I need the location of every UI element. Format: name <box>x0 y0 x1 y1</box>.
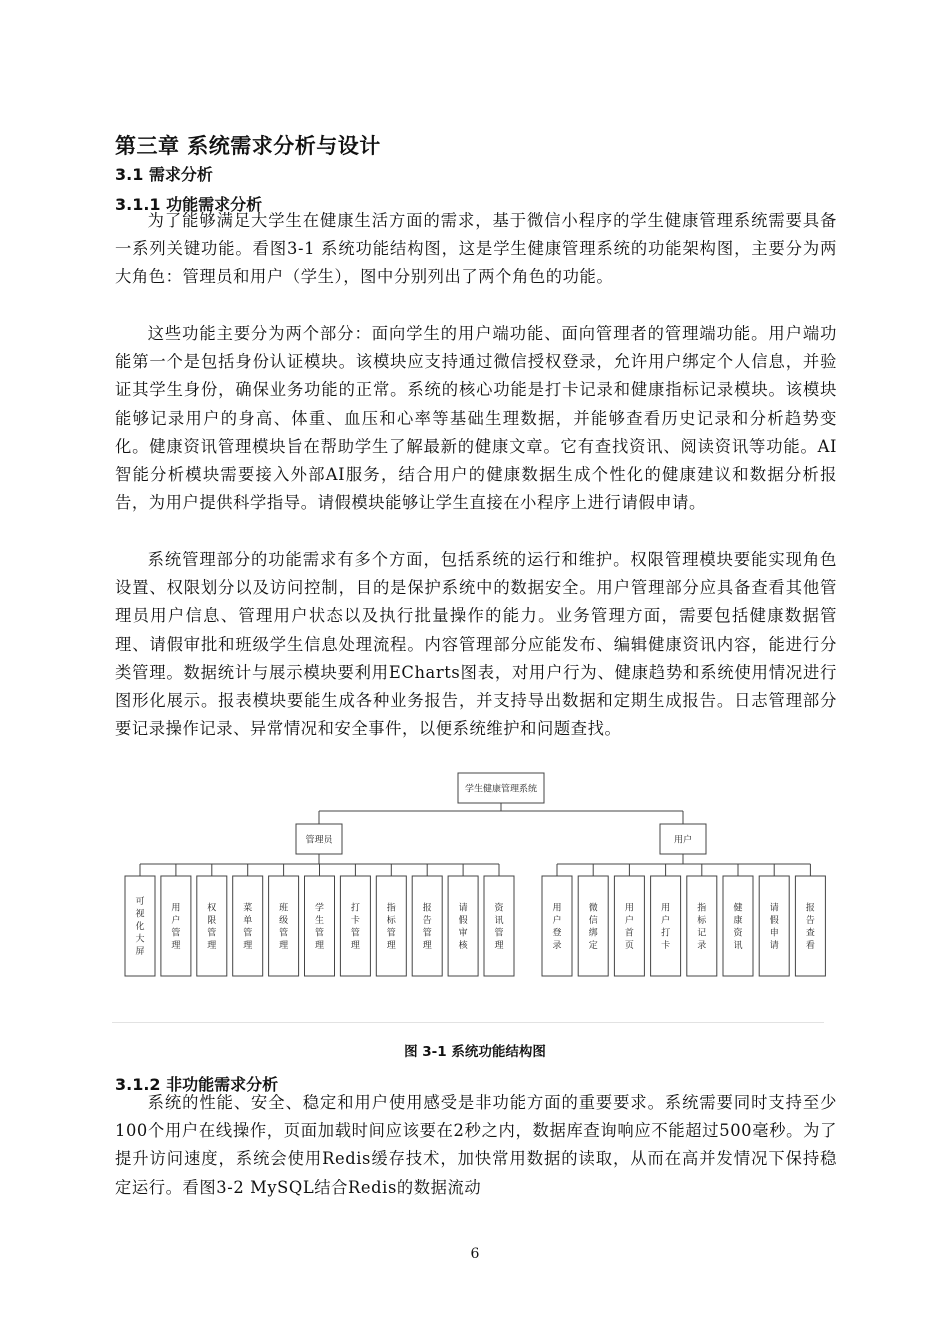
svg-text:信: 信 <box>588 915 598 926</box>
svg-text:权: 权 <box>207 903 217 914</box>
svg-text:菜: 菜 <box>243 903 253 914</box>
svg-text:级: 级 <box>279 915 289 926</box>
svg-text:卡: 卡 <box>661 940 671 951</box>
svg-text:讯: 讯 <box>733 940 743 951</box>
svg-text:管: 管 <box>494 928 504 939</box>
admin-role-node <box>296 824 342 854</box>
svg-text:用: 用 <box>552 903 562 914</box>
svg-text:报: 报 <box>805 903 815 914</box>
svg-text:用户: 用户 <box>673 835 693 846</box>
svg-text:指: 指 <box>697 903 707 914</box>
svg-text:定: 定 <box>588 940 598 951</box>
user-function-node <box>687 876 717 976</box>
svg-text:请: 请 <box>769 940 779 951</box>
admin-function-node <box>161 876 191 976</box>
paragraph-nonfunctional: 系统的性能、安全、稳定和用户使用感受是非功能方面的重要要求。系统需要同时支持至少100个用户在线操作，页面加载时间应该要在2秒之内，数据库查询响应不能超过500毫秒。为了提升访问速度，系统会使用Redis缓存技术，加快常用数据的读取，从而在高并发情况下保持稳定运行。看图3-2 MySQL结合Redis的数据流动 <box>115 1093 837 1197</box>
svg-text:化: 化 <box>135 922 145 933</box>
svg-text:资: 资 <box>494 903 504 914</box>
svg-text:理: 理 <box>279 940 289 951</box>
svg-text:屏: 屏 <box>135 947 145 958</box>
chapter-title: 第三章 系统需求分析与设计 <box>115 134 381 158</box>
admin-function-node <box>197 876 227 976</box>
svg-text:户: 户 <box>552 915 562 926</box>
svg-text:请: 请 <box>458 903 468 914</box>
svg-text:假: 假 <box>458 915 468 926</box>
admin-function-node <box>305 876 335 976</box>
svg-text:页: 页 <box>624 940 634 951</box>
svg-text:理: 理 <box>243 940 253 951</box>
figure-divider <box>112 1022 824 1023</box>
section-title: 3.1 需求分析 <box>115 165 213 184</box>
svg-text:理: 理 <box>314 940 325 951</box>
svg-text:报: 报 <box>422 903 432 914</box>
user-function-node <box>614 876 644 976</box>
admin-function-node <box>376 876 406 976</box>
svg-text:标: 标 <box>697 915 707 926</box>
svg-text:用: 用 <box>171 903 181 914</box>
svg-text:学: 学 <box>314 903 325 914</box>
paragraph-admin-functions: 系统管理部分的功能需求有多个方面，包括系统的运行和维护。权限管理模块要能实现角色设置、权限划分以及访问控制，目的是保护系统中的数据安全。用户管理部分应具备查看其他管理员用户信息、管理用户状态以及执行批量操作的能力。业务管理方面，需要包括健康数据管理、请假审批和班级学生信息处理流程。内容管理部分应能发布、编辑健康资讯内容，能进行分类管理。数据统计与展示模块要利用ECharts图表，对用户行为、健康趋势和系统使用情况进行图形化展示。报表模块要能生成各种业务报告，并支持导出数据和定期生成报告。日志管理部分要记录操作记录、异常情况和安全事件，以便系统维护和问题查找。 <box>115 550 837 739</box>
user-function-node <box>542 876 572 976</box>
admin-function-node <box>125 876 155 976</box>
svg-text:大: 大 <box>135 934 145 945</box>
svg-text:录: 录 <box>552 940 562 951</box>
paragraph-user-functions: 这些功能主要分为两个部分：面向学生的用户端功能、面向管理者的管理端功能。用户端功能第一个是包括身份认证模块。该模块应支持通过微信授权登录，允许用户绑定个人信息，并验证其学生身份，确保业务功能的正常。系统的核心功能是打卡记录和健康指标记录模块。该模块能够记录用户的身高、体重、血压和心率等基础生理数据，并能够查看历史记录和分析趋势变化。健康资讯管理模块旨在帮助学生了解最新的健康文章。它有查找资讯、阅读资讯等功能。AI智能分析模块需要接入外部AI服务，结合用户的健康数据生成个性化的健康建议和数据分析报告，为用户提供科学指导。请假模块能够让学生直接在小程序上进行请假申请。 <box>115 324 837 513</box>
user-function-node <box>723 876 753 976</box>
svg-text:告: 告 <box>422 915 432 926</box>
svg-text:户: 户 <box>661 915 671 926</box>
svg-text:管: 管 <box>386 928 396 939</box>
svg-text:理: 理 <box>171 940 181 951</box>
admin-function-node <box>269 876 299 976</box>
svg-text:理: 理 <box>386 940 396 951</box>
svg-text:打: 打 <box>661 928 671 939</box>
svg-text:卡: 卡 <box>350 915 360 926</box>
page-number: 6 <box>470 1246 480 1262</box>
svg-text:户: 户 <box>624 915 634 926</box>
svg-text:核: 核 <box>458 940 468 951</box>
svg-text:户: 户 <box>171 915 181 926</box>
svg-text:录: 录 <box>697 940 707 951</box>
svg-text:看: 看 <box>805 940 815 951</box>
svg-text:讯: 讯 <box>494 915 504 926</box>
svg-text:微: 微 <box>588 903 598 914</box>
svg-text:用: 用 <box>624 903 634 914</box>
svg-text:理: 理 <box>207 940 217 951</box>
user-function-node <box>795 876 825 976</box>
svg-text:管: 管 <box>279 928 289 939</box>
svg-text:标: 标 <box>386 915 396 926</box>
user-function-node <box>578 876 608 976</box>
svg-text:绑: 绑 <box>588 928 598 939</box>
svg-text:审: 审 <box>458 928 468 939</box>
svg-text:可: 可 <box>135 897 145 908</box>
admin-function-node <box>484 876 514 976</box>
svg-text:管: 管 <box>422 928 432 939</box>
system-function-diagram <box>112 766 832 986</box>
svg-text:首: 首 <box>624 928 634 939</box>
svg-text:管: 管 <box>171 928 181 939</box>
svg-text:管: 管 <box>314 928 325 939</box>
svg-text:管: 管 <box>207 928 217 939</box>
svg-text:请: 请 <box>769 903 779 914</box>
svg-text:管: 管 <box>350 928 360 939</box>
svg-text:理: 理 <box>350 940 360 951</box>
svg-text:查: 查 <box>805 928 815 939</box>
svg-text:告: 告 <box>805 915 815 926</box>
root-node <box>458 773 544 803</box>
svg-text:管: 管 <box>243 928 253 939</box>
svg-text:健: 健 <box>733 903 743 914</box>
svg-text:生: 生 <box>314 915 325 926</box>
svg-text:申: 申 <box>769 928 779 939</box>
user-role-node <box>660 824 706 854</box>
svg-text:管理员: 管理员 <box>305 835 333 846</box>
admin-function-node <box>233 876 263 976</box>
svg-text:学生健康管理系统: 学生健康管理系统 <box>464 784 538 795</box>
svg-text:康: 康 <box>733 915 743 926</box>
svg-text:假: 假 <box>769 915 779 926</box>
svg-text:视: 视 <box>135 909 145 920</box>
user-function-node <box>651 876 681 976</box>
svg-text:资: 资 <box>733 928 743 939</box>
svg-text:理: 理 <box>494 940 504 951</box>
subsection-title-functional: 3.1.1 功能需求分析 <box>115 195 263 214</box>
user-function-node <box>759 876 789 976</box>
svg-text:理: 理 <box>422 940 432 951</box>
svg-text:限: 限 <box>207 915 217 926</box>
svg-text:打: 打 <box>350 903 360 914</box>
svg-text:登: 登 <box>552 928 562 939</box>
svg-text:记: 记 <box>697 928 707 939</box>
figure-caption: 图 3-1 系统功能结构图 <box>404 1044 546 1060</box>
svg-text:用: 用 <box>661 903 671 914</box>
svg-text:班: 班 <box>279 903 289 914</box>
admin-function-node <box>412 876 442 976</box>
subsection-title-nonfunctional: 3.1.2 非功能需求分析 <box>115 1075 279 1094</box>
svg-text:单: 单 <box>243 915 253 926</box>
admin-function-node <box>448 876 478 976</box>
admin-function-node <box>340 876 370 976</box>
paragraph-intro: 为了能够满足大学生在健康生活方面的需求，基于微信小程序的学生健康管理系统需要具备一系列关键功能。看图3-1 系统功能结构图，这是学生健康管理系统的功能架构图，主要分为两大角色：管理员和用户（学生），图中分别列出了两个角色的功能。 <box>115 211 837 287</box>
svg-text:指: 指 <box>386 903 396 914</box>
